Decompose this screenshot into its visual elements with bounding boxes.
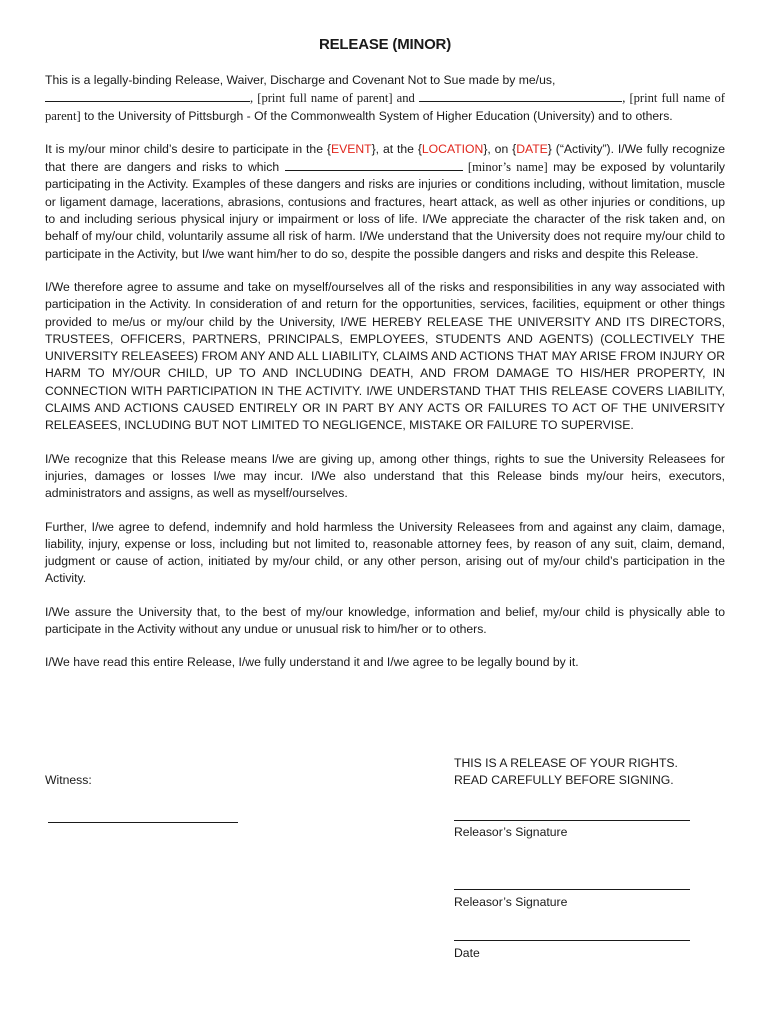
activity-at-text: }, at the { [371, 141, 422, 156]
releasor-signature-line-1[interactable] [454, 820, 690, 821]
date-label: Date [454, 946, 480, 960]
releasor-signature-line-2[interactable] [454, 889, 690, 890]
activity-recognize-text: } (“Activity”). I/We fully recognize that there are dangers and risks to which [45, 141, 726, 175]
release-document [45, 36, 725, 688]
document-title: RELEASE (MINOR) [318, 36, 451, 53]
signature-section [45, 755, 725, 975]
paragraph-parties [45, 72, 725, 125]
witness-signature-line[interactable] [48, 822, 238, 823]
date-placeholder: DATE [516, 141, 548, 156]
activity-on-text: }, on { [483, 141, 517, 156]
paragraph-activity-risks [45, 141, 725, 263]
rights-notice-line-1: THIS IS A RELEASE OF YOUR RIGHTS. [454, 756, 678, 770]
witness-label: Witness: [45, 773, 92, 787]
rights-notice [454, 755, 678, 789]
parent-name-note-2: , [print full name of parent] [45, 91, 725, 123]
date-line[interactable] [454, 940, 690, 941]
paragraph-waiver: I/We recognize that this Release means I/we are giving up, among other things, rights to sue the University Releasees for injuries, damages or losses I/we may incur. I/We also understand that this Release binds my/our heirs, executors, administrators and assigns, as well as myself/ourselves. [45, 451, 725, 501]
parent-name-note-1: , [print full name of parent] and [250, 91, 415, 106]
activity-risks-text: may be exposed by voluntarily participating in the Activity. Examples of these dangers and risks are injuries or conditions including, without limitation, muscle or ligament damage, lacerations, abrasions, contusions and fractures, heart attack, as well as other injuries or conditions, up to and including serious physical injury or impairment or loss of life. I/We appreciate the character of the risk taken and, on behalf of my/our child, voluntarily assume all risk of harm. I/We understand that the University does not require my/our child to participate in the Activity, but I/we want him/her to do so, despite the possible dangers and risks and despite this Release. [45, 160, 725, 261]
paragraph-acknowledgement: I/We have read this entire Release, I/we fully understand it and I/we agree to be legally bound by it. [45, 655, 579, 670]
parties-intro-text: This is a legally-binding Release, Waiver, Discharge and Covenant Not to Sue made by me/us, [45, 73, 556, 87]
parent-name-field-2[interactable] [419, 89, 622, 102]
event-placeholder: EVENT [330, 141, 372, 156]
activity-intro-text: It is my/our minor child’s desire to participate in the { [45, 141, 331, 156]
parent-name-field-1[interactable] [45, 89, 250, 102]
releasor-signature-label-2: Releasor’s Signature [454, 895, 568, 909]
minor-name-note: [minor’s name] [467, 160, 548, 175]
minor-name-field[interactable] [285, 158, 463, 171]
paragraph-assurance: I/We assure the University that, to the best of my/our knowledge, information and belief, my/our child is physically able to participate in the Activity without any undue or unusual risk to him/her or to others. [45, 604, 725, 637]
releasor-signature-label-1: Releasor’s Signature [454, 825, 568, 839]
parties-university-text: to the University of Pittsburgh - Of the Commonwealth System of Higher Education (University) and to others. [84, 108, 673, 123]
location-placeholder: LOCATION [421, 141, 484, 156]
paragraph-release: I/We therefore agree to assume and take on myself/ourselves all of the risks and responsibilities in any way associated with participation in the Activity. In consideration of and return for the opportunities, services, facilities, equipment or other things provided to me/us or my/our child by the University, I/WE HEREBY RELEASE THE UNIVERSITY AND ITS DIRECTORS, TRUSTEES, OFFICERS, PARTNERS, PRINCIPALS, EMPLOYEES, STUDENTS AND AGENTS) (COLLECTIVELY THE UNIVERSITY RELEASEES) FROM ANY AND ALL LIABILITY, CLAIMS AND ACTIONS THAT MAY ARISE FROM INJURY OR HARM TO MY/OUR CHILD, UP TO AND INCLUDING DEATH, AND FROM DAMAGE TO HIS/HER PROPERTY, IN CONNECTION WITH PARTICIPATION IN THE ACTIVITY. I/WE UNDERSTAND THAT THIS RELEASE COVERS LIABILITY, CLAIMS AND ACTIONS CAUSED ENTIRELY OR IN PART BY ANY ACTS OR FAILURES TO ACT OF THE UNIVERSITY RELEASEES, INCLUDING BUT NOT LIMITED TO NEGLIGENCE, MISTAKE OR FAILURE TO SUPERVISE. [45, 279, 725, 433]
rights-notice-line-2: READ CAREFULLY BEFORE SIGNING. [454, 773, 674, 787]
paragraph-indemnify: Further, I/we agree to defend, indemnify and hold harmless the University Releasees from and against any claim, damage, liability, injury, expense or loss, including but not limited to, reasonable attorney fees, by reason of any suit, claim, demand, judgment or cause of action, initiated by my/our child, or any other person, arising out of my/our child’s participation in the Activity. [45, 519, 725, 586]
